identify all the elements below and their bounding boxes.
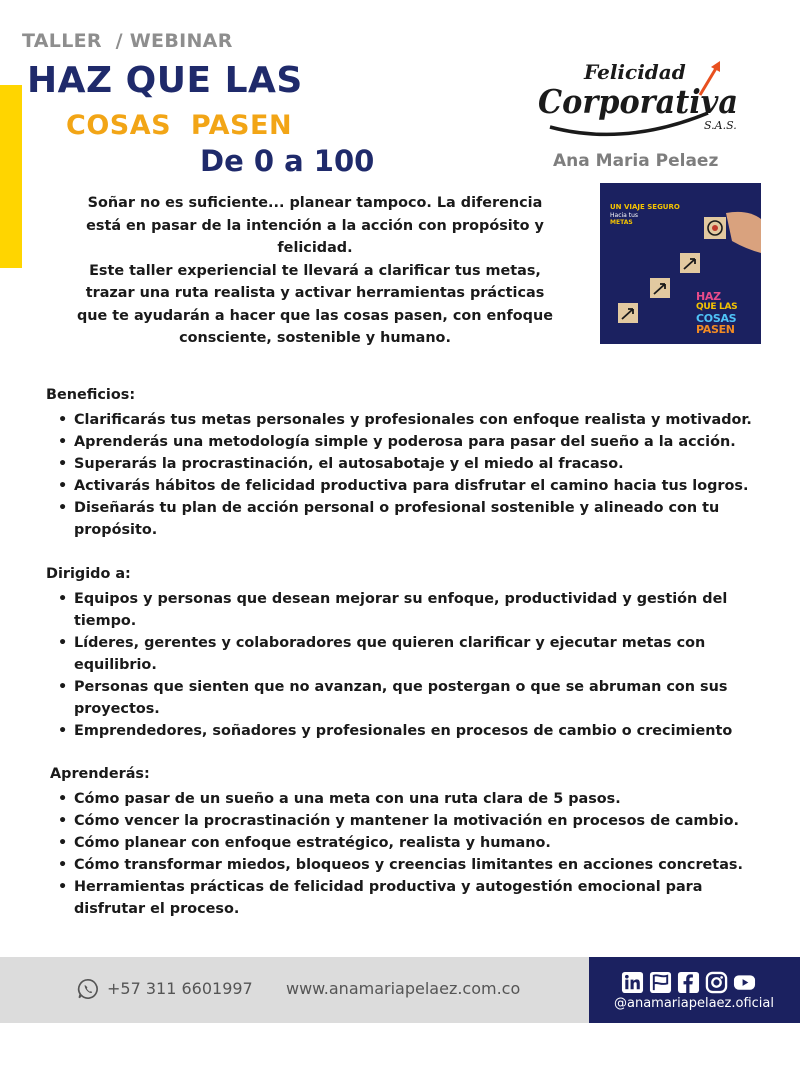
book-title-line: PASEN [696, 323, 735, 336]
author-name: Ana Maria Pelaez [553, 151, 719, 171]
youtube-icon[interactable] [733, 971, 756, 994]
intro-line: trazar una ruta realista y activar herramientas prácticas [85, 285, 545, 301]
book-title-line: QUE LAS [696, 302, 738, 312]
instagram-icon[interactable] [705, 971, 728, 994]
linkedin-icon[interactable] [621, 971, 644, 994]
list-item: • Superarás la procrastinación, el autosabotaje y el miedo al fracaso. [58, 453, 758, 475]
intro-line: felicidad. [277, 240, 353, 256]
book-title [696, 291, 756, 335]
list-item: • Emprendedores, soñadores y profesionales en procesos de cambio o crecimiento [58, 720, 758, 742]
event-type: TALLER / WEBINAR [22, 30, 233, 52]
book-cover-image [600, 183, 761, 344]
list-item: • Cómo transformar miedos, bloqueos y creencias limitantes en acciones concretas. [58, 854, 758, 876]
flag-icon[interactable] [649, 971, 672, 994]
list-item: • Herramientas prácticas de felicidad productiva y autogestión emocional para disfrutar el proceso. [58, 876, 758, 920]
intro-line: Soñar no es suficiente... planear tampoco. La diferencia [87, 195, 543, 211]
benefits-list [58, 409, 758, 541]
list-item: • Aprenderás una metodología simple y poderosa para pasar del sueño a la acción. [58, 431, 758, 453]
list-item: • Líderes, gerentes y colaboradores que quieren clarificar y ejecutar metas con equilibrio. [58, 632, 758, 676]
learn-heading: Aprenderás: [50, 766, 150, 782]
benefits-heading: Beneficios: [46, 387, 136, 403]
book-tagline: UN VIAJE SEGURO [610, 203, 680, 211]
book-title-line: COSAS [696, 312, 737, 325]
audience-heading: Dirigido a: [46, 566, 131, 582]
title-line-2: COSAS PASEN [66, 110, 293, 141]
audience-list [58, 588, 758, 742]
list-item: • Diseñarás tu plan de acción personal o profesional sostenible y alineado con tu propósito. [58, 497, 758, 541]
social-icons [621, 971, 756, 994]
intro-line: está en pasar de la intención a la acción con propósito y [86, 217, 544, 234]
intro-line: que te ayudarán a hacer que las cosas pasen, con enfoque [76, 307, 553, 324]
list-item: • Clarificarás tus metas personales y profesionales con enfoque realista y motivador. [58, 409, 758, 431]
logo-line-2: Corporativa [538, 82, 738, 121]
intro-line: Este taller experiencial te llevará a clarificar tus metas, [89, 262, 541, 279]
hand-illustration [726, 212, 761, 253]
logo-suffix: S.A.S. [704, 119, 737, 132]
list-item: • Cómo planear con enfoque estratégico, realista y humano. [58, 832, 758, 854]
logo-line-1: Felicidad [584, 60, 686, 84]
intro-line: consciente, sostenible y humano. [179, 330, 451, 346]
list-item: • Cómo vencer la procrastinación y mantener la motivación en procesos de cambio. [58, 810, 758, 832]
social-handle[interactable]: @anamariapelaez.oficial [614, 996, 774, 1011]
facebook-icon[interactable] [677, 971, 700, 994]
list-item: • Personas que sienten que no avanzan, que postergan o que se abruman con sus proyectos. [58, 676, 758, 720]
list-item: • Equipos y personas que desean mejorar su enfoque, productividad y gestión del tiempo. [58, 588, 758, 632]
title-line-3: De 0 a 100 [200, 144, 375, 178]
title-line-1: HAZ QUE LAS [27, 60, 303, 101]
list-item: • Cómo pasar de un sueño a una meta con una ruta clara de 5 pasos. [58, 788, 758, 810]
intro-paragraph [50, 192, 580, 350]
book-subtitle-2: METAS [610, 219, 633, 226]
brand-logo [530, 55, 750, 150]
website-link[interactable]: www.anamariapelaez.com.co [286, 979, 521, 998]
target-center [712, 225, 718, 231]
learn-list [58, 788, 758, 920]
phone-number[interactable]: +57 311 6601997 [107, 979, 253, 998]
book-title-line: HAZ [696, 290, 721, 303]
book-subtitle-1: Hacia tus [610, 212, 639, 219]
whatsapp-icon[interactable] [77, 978, 99, 1000]
yellow-accent-bar [0, 85, 22, 268]
list-item: • Activarás hábitos de felicidad productiva para disfrutar el camino hacia tus logros. [58, 475, 758, 497]
